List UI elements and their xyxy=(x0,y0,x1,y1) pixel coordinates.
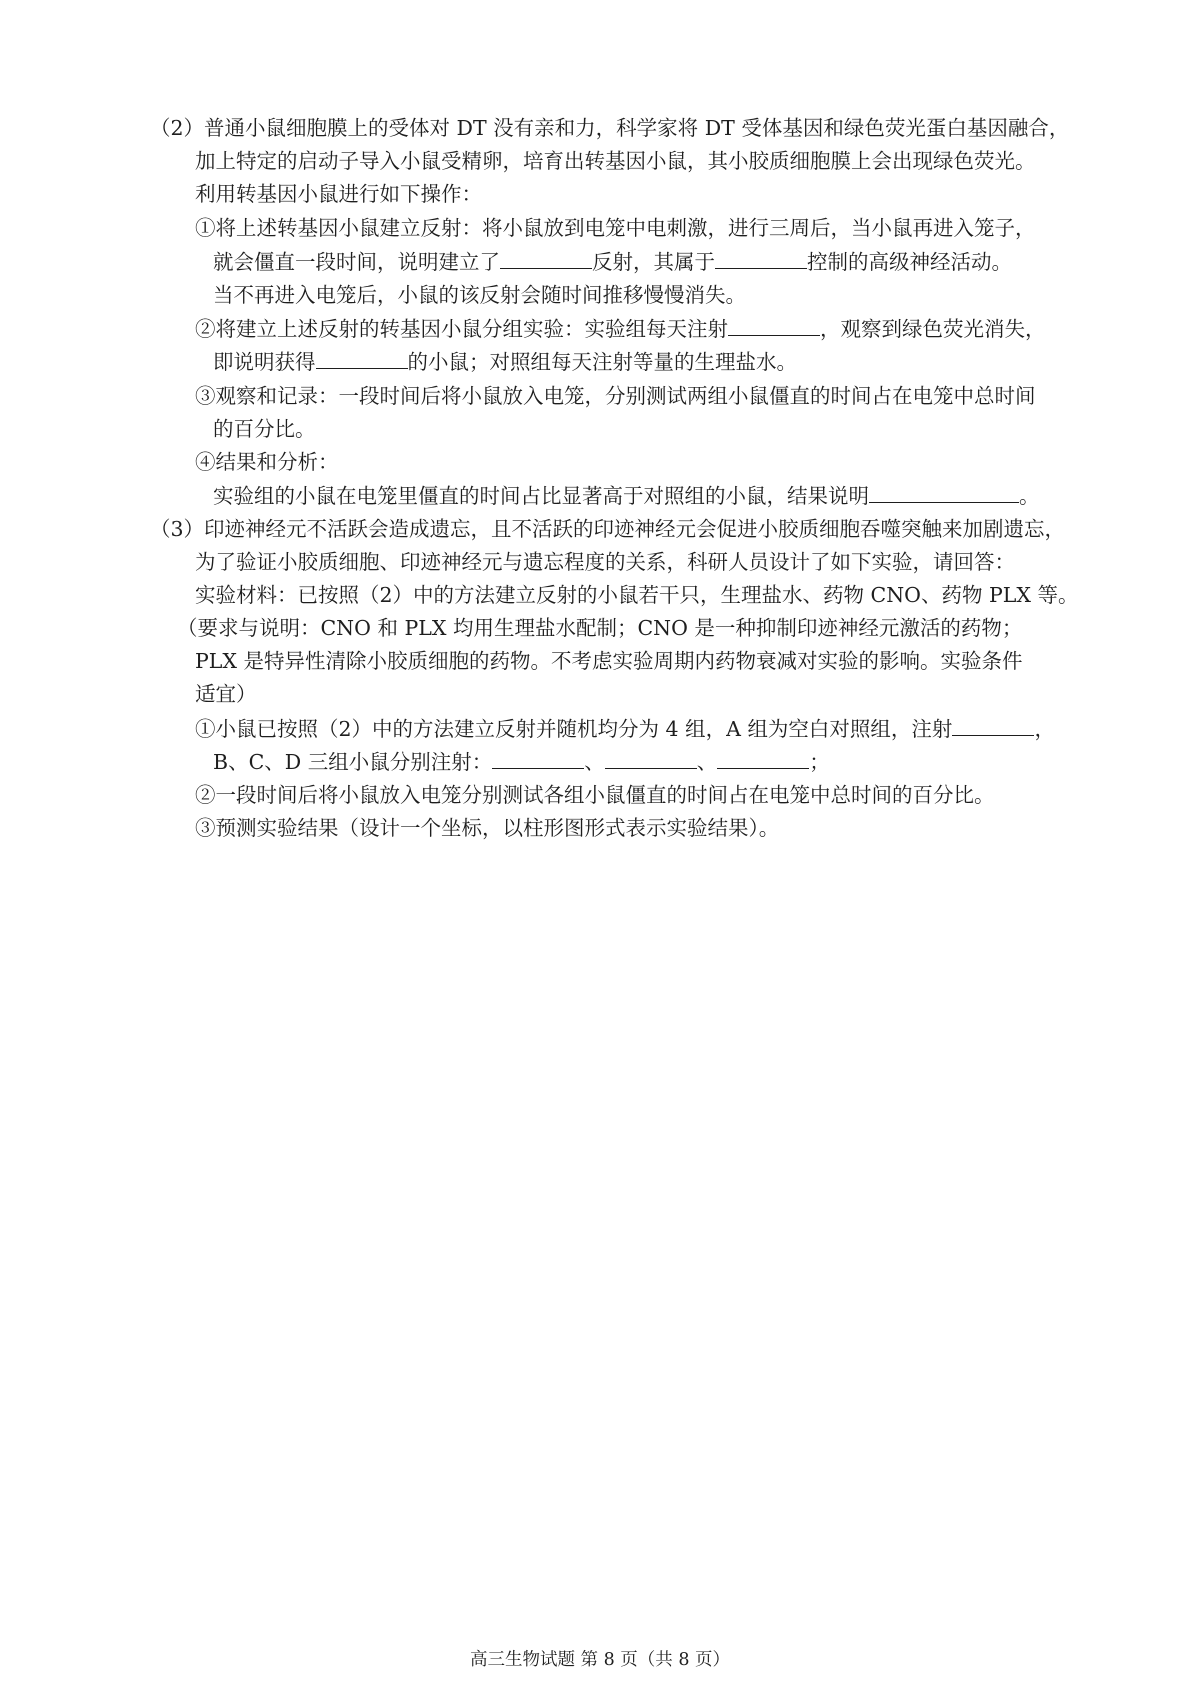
page-footer: 高三生物试题 第 8 页（共 8 页） xyxy=(469,1650,731,1670)
part2-intro-line-2: 加上特定的启动子导入小鼠受精卵，培育出转基因小鼠，其小胶质细胞膜上会出现绿色荧光。 xyxy=(195,149,1036,173)
step4-text-b: 。 xyxy=(1019,484,1040,508)
part3-step2-line: ②一段时间后将小鼠放入电笼分别测试各组小鼠僵直的时间占在电笼中总时间的百分比。 xyxy=(195,783,995,807)
part2-step2-line-1 xyxy=(195,314,1046,344)
step1-text-b: 反射，其属于 xyxy=(592,250,715,274)
part2-step4-line-2 xyxy=(213,481,1040,511)
answer-blank-group-c[interactable] xyxy=(605,748,697,769)
p3-step1-text-c: B、C、D 三组小鼠分别注射： xyxy=(213,750,493,774)
answer-blank-group-b[interactable] xyxy=(492,748,584,769)
part2-intro-line-1: （2）普通小鼠细胞膜上的受体对 DT 没有亲和力，科学家将 DT 受体基因和绿色荧光蛋白基因融合， xyxy=(150,116,1070,140)
p3-step1-text-b: ， xyxy=(1034,717,1055,741)
p3-step1-end: ； xyxy=(809,750,830,774)
part3-notes-line-3: 适宜） xyxy=(195,682,257,706)
step2-text-a: ②将建立上述反射的转基因小鼠分组实验：实验组每天注射 xyxy=(195,317,728,341)
answer-blank-injection[interactable] xyxy=(728,315,820,336)
part3-step1-line-2 xyxy=(213,747,830,777)
part3-intro-line-1: （3）印迹神经元不活跃会造成遗忘，且不活跃的印迹神经元会促进小胶质细胞吞噬突触来加剧遗忘， xyxy=(150,517,1066,541)
answer-blank-mouse-type[interactable] xyxy=(316,348,408,369)
step2-text-c: 即说明获得 xyxy=(213,350,316,374)
part3-materials-line: 实验材料：已按照（2）中的方法建立反射的小鼠若干只，生理盐水、药物 CNO、药物 PLX 等。 xyxy=(195,583,1079,607)
part2-step3-line-1: ③观察和记录：一段时间后将小鼠放入电笼，分别测试两组小鼠僵直的时间占在电笼中总时间 xyxy=(195,384,1036,408)
step2-text-d: 的小鼠；对照组每天注射等量的生理盐水。 xyxy=(407,350,797,374)
part2-step1-line-1: ①将上述转基因小鼠建立反射：将小鼠放到电笼中电刺激，进行三周后，当小鼠再进入笼子， xyxy=(195,216,1036,240)
answer-blank-reflex-type[interactable] xyxy=(500,248,592,269)
answer-blank-control-center[interactable] xyxy=(715,248,807,269)
part3-step3-line: ③预测实验结果（设计一个坐标，以柱形图形式表示实验结果）。 xyxy=(195,816,780,840)
sep-1: 、 xyxy=(584,750,605,774)
part2-step3-line-2: 的百分比。 xyxy=(213,417,316,441)
answer-blank-group-a[interactable] xyxy=(952,715,1034,736)
part2-step1-line-3: 当不再进入电笼后，小鼠的该反射会随时间推移慢慢消失。 xyxy=(213,283,746,307)
answer-blank-conclusion[interactable] xyxy=(869,482,1019,503)
step1-text-a: 就会僵直一段时间，说明建立了 xyxy=(213,250,500,274)
part3-intro-line-2: 为了验证小胶质细胞、印迹神经元与遗忘程度的关系，科研人员设计了如下实验，请回答： xyxy=(195,550,1015,574)
part2-intro-line-3: 利用转基因小鼠进行如下操作： xyxy=(195,182,482,206)
part2-step2-line-2 xyxy=(213,347,797,377)
sep-2: 、 xyxy=(696,750,718,774)
part2-step1-line-2 xyxy=(213,247,1012,277)
step4-text-a: 实验组的小鼠在电笼里僵直的时间占比显著高于对照组的小鼠，结果说明 xyxy=(213,484,869,508)
part3-notes-line-2: PLX 是特异性清除小胶质细胞的药物。不考虑实验周期内药物衰减对实验的影响。实验条件 xyxy=(195,649,1023,673)
step2-text-b: ，观察到绿色荧光消失， xyxy=(820,317,1046,341)
part2-step4-line-1: ④结果和分析： xyxy=(195,450,339,474)
step1-text-c: 控制的高级神经活动。 xyxy=(807,250,1012,274)
answer-blank-group-d[interactable] xyxy=(717,748,809,769)
part3-notes-line-1: （要求与说明：CNO 和 PLX 均用生理盐水配制；CNO 是一种抑制印迹神经元激活的药物； xyxy=(177,616,1023,640)
part3-step1-line-1 xyxy=(195,714,1055,744)
p3-step1-text-a: ①小鼠已按照（2）中的方法建立反射并随机均分为 4 组，A 组为空白对照组，注射 xyxy=(195,717,953,741)
